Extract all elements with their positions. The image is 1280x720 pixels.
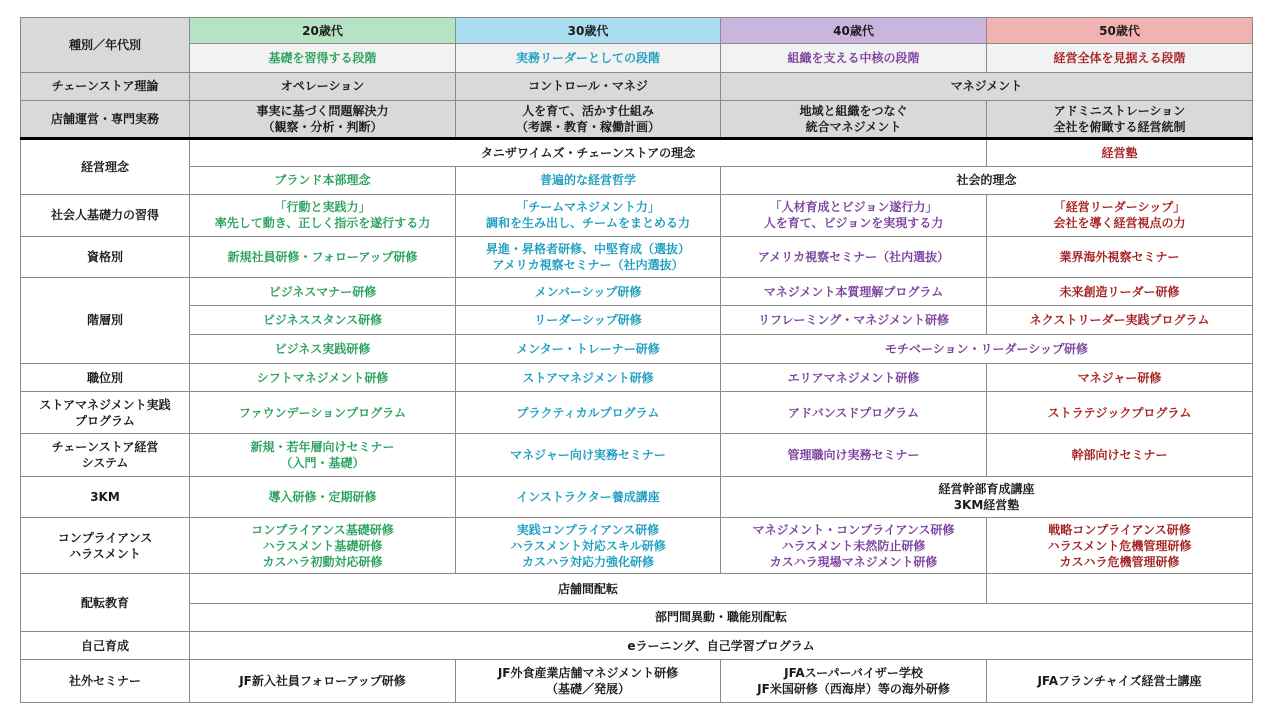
theory-label: チェーンストア理論 — [21, 72, 190, 100]
stage-30s: 実務リーダーとしての段階 — [456, 44, 721, 72]
social-40s: 「人材育成とビジョン遂行力」 人を育て、ビジョンを実現する力 — [721, 195, 987, 236]
store-mgmt-40s: アドバンスドプログラム — [721, 392, 987, 433]
hierarchy-r3-30s: メンター・トレーナー研修 — [456, 334, 721, 363]
store-mgmt-50s: ストラテジックプログラム — [987, 392, 1253, 433]
km3-40s-50s: 経営幹部育成講座 3KM経営塾 — [721, 477, 1253, 517]
external-label: 社外セミナー — [21, 660, 190, 703]
training-matrix-table — [20, 17, 1253, 703]
hierarchy-r3-20s: ビジネス実践研修 — [190, 334, 456, 363]
hierarchy-r2-40s: リフレーミング・マネジメント研修 — [721, 306, 987, 334]
transfer-row1: 店舗間配転 — [190, 574, 987, 603]
hierarchy-r3-40s-50s: モチベーション・リーダーシップ研修 — [721, 334, 1253, 363]
category-header: 種別／年代別 — [21, 18, 190, 73]
hierarchy-r2-20s: ビジネススタンス研修 — [190, 306, 456, 334]
theory-30s: コントロール・マネジ — [456, 72, 721, 100]
store-ops-label: 店舗運営・専門実務 — [21, 100, 190, 138]
compliance-50s: 戦略コンプライアンス研修 ハラスメント危機管理研修 カスハラ危機管理研修 — [987, 517, 1253, 574]
hierarchy-r1-20s: ビジネスマナー研修 — [190, 278, 456, 306]
philosophy-20s: ブランド本部理念 — [190, 166, 456, 194]
km3-30s: インストラクター養成講座 — [456, 477, 721, 517]
compliance-label: コンプライアンス ハラスメント — [21, 517, 190, 574]
position-20s: シフトマネジメント研修 — [190, 363, 456, 391]
stage-50s: 経営全体を見据える段階 — [987, 44, 1253, 72]
chain-system-50s: 幹部向けセミナー — [987, 433, 1253, 477]
social-50s: 「経営リーダーシップ」 会社を導く経営視点の力 — [987, 195, 1253, 236]
self-dev-text: eラーニング、自己学習プログラム — [190, 632, 1253, 660]
store-mgmt-label: ストアマネジメント実践 プログラム — [21, 392, 190, 433]
store-mgmt-20s: ファウンデーションプログラム — [190, 392, 456, 433]
theory-40s-50s: マネジメント — [721, 72, 1253, 100]
qualification-30s: 昇進・昇格者研修、中堅育成（選抜） アメリカ視察セミナー（社内選抜） — [456, 236, 721, 277]
social-20s: 「行動と実践力」 率先して動き、正しく指示を遂行する力 — [190, 195, 456, 236]
position-label: 職位別 — [21, 363, 190, 391]
qualification-20s: 新規社員研修・フォローアップ研修 — [190, 236, 456, 277]
qualification-50s: 業界海外視察セミナー — [987, 236, 1253, 277]
external-40s: JFAスーパーバイザー学校 JF米国研修（西海岸）等の海外研修 — [721, 660, 987, 703]
self-dev-label: 自己育成 — [21, 632, 190, 660]
transfer-row2: 部門間異動・職能別配転 — [190, 603, 1253, 631]
compliance-30s: 実践コンプライアンス研修 ハラスメント対応スキル研修 カスハラ対応力強化研修 — [456, 517, 721, 574]
stage-40s: 組織を支える中核の段階 — [721, 44, 987, 72]
external-30s: JF外食産業店舗マネジメント研修 （基礎／発展） — [456, 660, 721, 703]
philosophy-top: タニザワイムズ・チェーンストアの理念 — [190, 139, 987, 166]
transfer-label: 配転教育 — [21, 574, 190, 632]
compliance-40s: マネジメント・コンプライアンス研修 ハラスメント未然防止研修 カスハラ現場マネジメント研修 — [721, 517, 987, 574]
position-30s: ストアマネジメント研修 — [456, 363, 721, 391]
age-header-20s: 20歳代 — [190, 18, 456, 44]
qualification-label: 資格別 — [21, 236, 190, 277]
philosophy-40s-50s: 社会的理念 — [721, 166, 1253, 194]
store-ops-30s: 人を育て、活かす仕組み （考課・教育・稼働計画） — [456, 100, 721, 138]
stage-20s: 基礎を習得する段階 — [190, 44, 456, 72]
chain-system-40s: 管理職向け実務セミナー — [721, 433, 987, 477]
hierarchy-label: 階層別 — [21, 278, 190, 364]
chain-system-label: チェーンストア経営 システム — [21, 433, 190, 477]
hierarchy-r1-30s: メンバーシップ研修 — [456, 278, 721, 306]
hierarchy-r1-40s: マネジメント本質理解プログラム — [721, 278, 987, 306]
social-label: 社会人基礎力の習得 — [21, 195, 190, 236]
external-20s: JF新入社員フォローアップ研修 — [190, 660, 456, 703]
hierarchy-r1-50s: 未来創造リーダー研修 — [987, 278, 1253, 306]
theory-20s: オペレーション — [190, 72, 456, 100]
external-50s: JFAフランチャイズ経営士講座 — [987, 660, 1253, 703]
km3-label: 3KM — [21, 477, 190, 517]
km3-20s: 導入研修・定期研修 — [190, 477, 456, 517]
qualification-40s: アメリカ視察セミナー（社内選抜） — [721, 236, 987, 277]
philosophy-label: 経営理念 — [21, 139, 190, 195]
age-header-40s: 40歳代 — [721, 18, 987, 44]
philosophy-30s: 普遍的な経営哲学 — [456, 166, 721, 194]
compliance-20s: コンプライアンス基礎研修 ハラスメント基礎研修 カスハラ初動対応研修 — [190, 517, 456, 574]
chain-system-30s: マネジャー向け実務セミナー — [456, 433, 721, 477]
age-header-30s: 30歳代 — [456, 18, 721, 44]
chain-system-20s: 新規・若年層向けセミナー （入門・基礎） — [190, 433, 456, 477]
social-30s: 「チームマネジメント力」 調和を生み出し、チームをまとめる力 — [456, 195, 721, 236]
store-mgmt-30s: プラクティカルプログラム — [456, 392, 721, 433]
store-ops-50s: アドミニストレーション 全社を俯瞰する経営統制 — [987, 100, 1253, 138]
hierarchy-r2-30s: リーダーシップ研修 — [456, 306, 721, 334]
philosophy-top-50s: 経営塾 — [987, 139, 1253, 166]
position-50s: マネジャー研修 — [987, 363, 1253, 391]
hierarchy-r2-50s: ネクストリーダー実践プログラム — [987, 306, 1253, 334]
store-ops-40s: 地域と組織をつなぐ 統合マネジメント — [721, 100, 987, 138]
transfer-row1-empty — [987, 574, 1253, 603]
position-40s: エリアマネジメント研修 — [721, 363, 987, 391]
store-ops-20s: 事実に基づく問題解決力 （観察・分析・判断） — [190, 100, 456, 138]
age-header-50s: 50歳代 — [987, 18, 1253, 44]
